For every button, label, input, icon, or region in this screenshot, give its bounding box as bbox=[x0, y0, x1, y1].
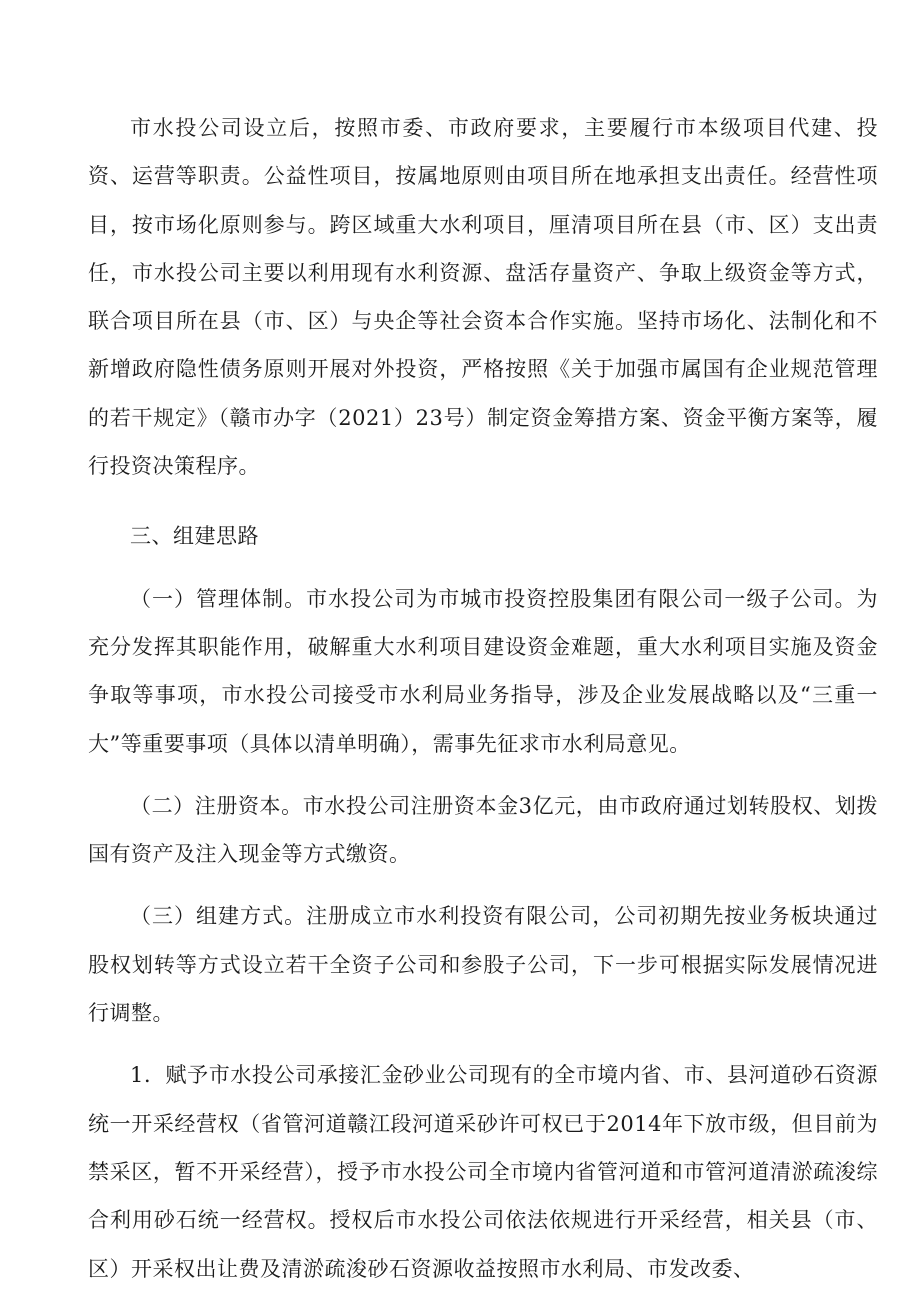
section-heading-approach: 三、组建思路 bbox=[130, 524, 259, 549]
paragraph-item-1: 1．赋予市水投公司承接汇金砂业公司现有的全市境内省、市、县河道砂石资源统一开采经营权（省管河道赣江段河道采砂许可权已于2014年下放市级，但目前为禁采区，暂不开采经营），授予市水投公司全市境内省管河道和市管河道清淤疏浚综合利用砂石统一经营权。授权后市水投公司依法依规进行开采经营，相关县（市、区）开采权出让费及清淤疏浚砂石资源收益按照市水利局、市发改委、 bbox=[88, 1063, 878, 1281]
paragraph-formation-method: （三）组建方式。注册成立市水利投资有限公司，公司初期先按业务板块通过股权划转等方式设立若干全资子公司和参股子公司，下一步可根据实际发展情况进行调整。 bbox=[88, 904, 878, 1026]
document-body bbox=[88, 104, 878, 1293]
paragraph-management-system: （一）管理体制。市水投公司为市城市投资控股集团有限公司一级子公司。为充分发挥其职能作用，破解重大水利项目建设资金难题，重大水利项目实施及资金争取等事项，市水投公司接受市水利局业务指导，涉及企业发展战略以及“三重一大”等重要事项（具体以清单明确），需事先征求市水利局意见。 bbox=[88, 586, 878, 756]
paragraph-registered-capital: （二）注册资本。市水投公司注册资本金3亿元，由市政府通过划转股权、划拨国有资产及注入现金等方式缴资。 bbox=[88, 793, 878, 867]
paragraph-duties: 市水投公司设立后，按照市委、市政府要求，主要履行市本级项目代建、投资、运营等职责。公益性项目，按属地原则由项目所在地承担支出责任。经营性项目，按市场化原则参与。跨区域重大水利项目，厘清项目所在县（市、区）支出责任，市水投公司主要以利用现有水利资源、盘活存量资产、争取上级资金等方式，联合项目所在县（市、区）与央企等社会资本合作实施。坚持市场化、法制化和不新增政府隐性债务原则开展对外投资，严格按照《关于加强市属国有企业规范管理的若干规定》（赣市办字（2021）23号）制定资金筹措方案、资金平衡方案等，履行投资决策程序。 bbox=[88, 116, 878, 479]
